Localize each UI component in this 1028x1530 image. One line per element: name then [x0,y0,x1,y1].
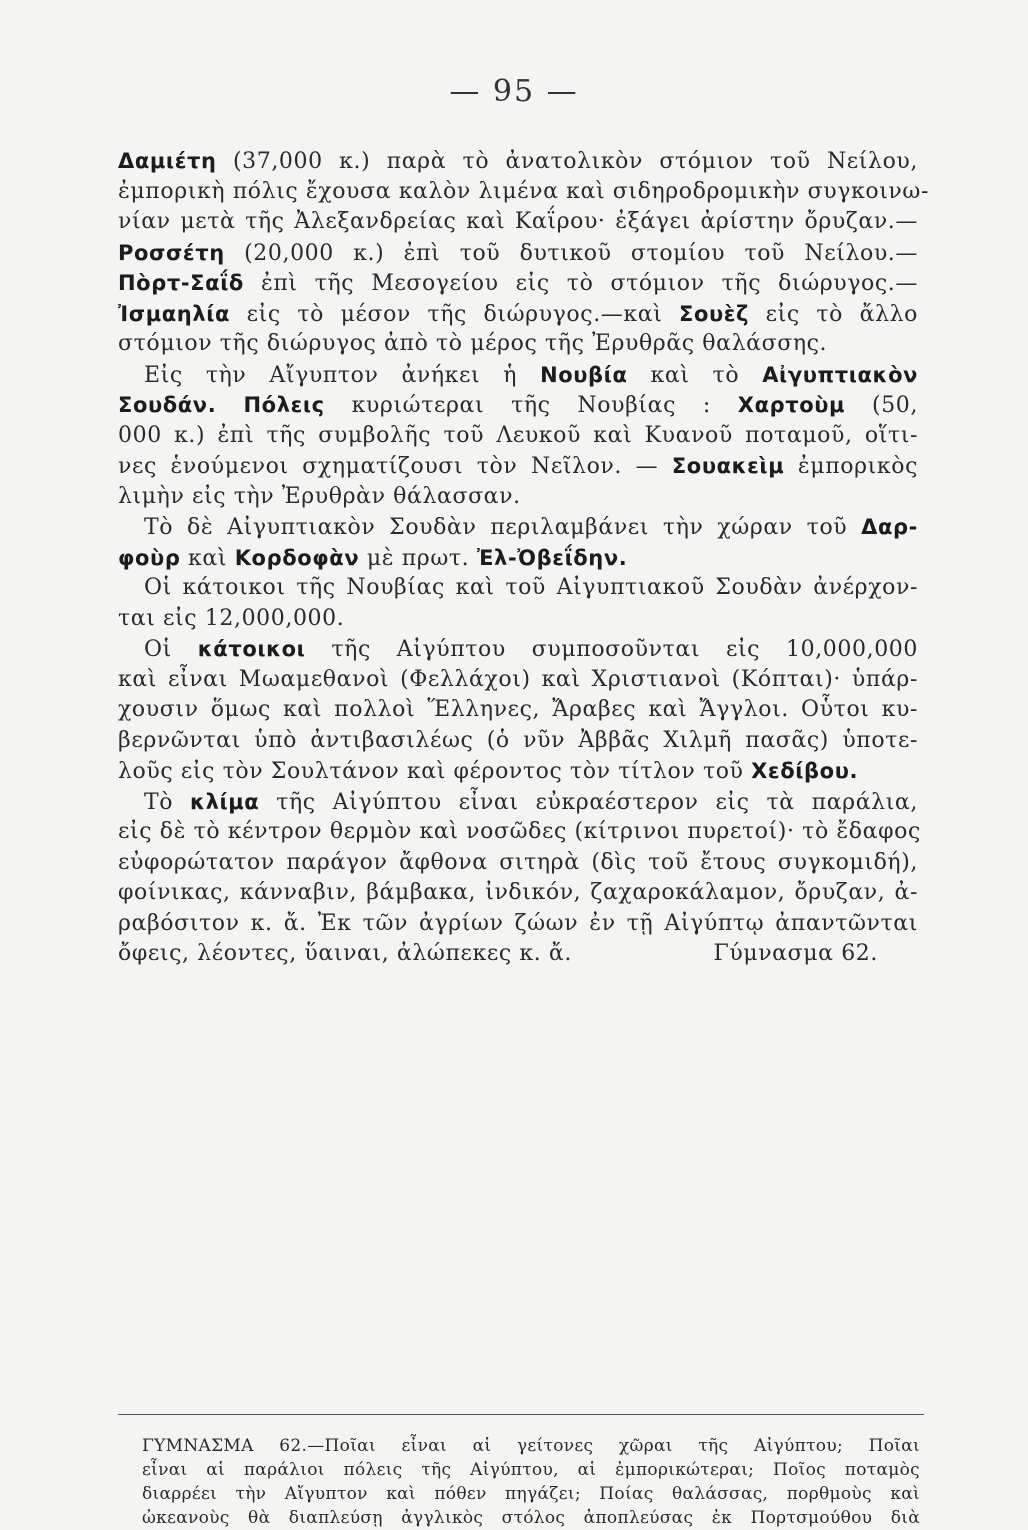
text-line: φοίνικας, κάνναβιν, βάμβακα, ἰνδικόν, ζαχαροκάλαμον, ὄρυζαν, ἀ- [118,880,918,905]
footnote-line: ὠκεανοὺς θὰ διαπλεύσῃ ἀγγλικὸς στόλος ἀποπλεύσας ἐκ Πορτσμούθου διὰ [142,1508,920,1528]
text-line: Ροσσέτη (20,000 κ.) ἐπὶ τοῦ δυτικοῦ στομίου τοῦ Νείλου.— [118,240,918,266]
place-name: Χαρτοὺμ [737,393,846,417]
text-line: 000 κ.) ἐπὶ τῆς συμβολῆς τοῦ Λευκοῦ καὶ Κυανοῦ ποταμοῦ, οἵτι- [118,422,918,448]
text-line: ἐμπορικὴ πόλις ἔχουσα καλὸν λιμένα καὶ σιδηροδρομικὴν συγκοινω- [118,178,929,204]
text-line: εἰς δὲ τὸ κέντρον θερμὸν καὶ νοσῶδες (κίτρινοι πυρετοί)· τὸ ἔδαφος [118,819,921,844]
text-line: στόμιον τῆς διώρυγος ἀπὸ τὸ μέρος τῆς Ἐρυθρᾶς θαλάσσης. [118,331,828,356]
place-name: Νουβία [540,362,628,387]
place-name: Σουακεὶμ [671,454,785,478]
place-name: Πὸρτ-Σαΐδ [118,271,244,295]
place-name: Σουὲζ [679,301,750,326]
footnote-divider [118,1414,924,1415]
text-line: Σουδάν. Πόλεις κυριώτεραι τῆς Νουβίας : Χαρτοὺμ (50, [118,393,918,418]
place-name: Κορδοφὰν [234,545,360,570]
place-name: Ἰσμαηλία [118,301,231,326]
text-line: Δαμιέτη (37,000 κ.) παρὰ τὸ ἀνατολικὸν στόμιον τοῦ Νείλου, [118,149,918,174]
text-line: ραβόσιτον κ. ἄ. Ἐκ τῶν ἀγρίων ζώων ἐν τῇ Αἰγύπτῳ ἀπαντῶνται [118,910,918,936]
footnote-line: εἶναι αἱ παράλιοι πόλεις τῆς Αἰγύπτου, αἱ ἐμπορικώτεραι; Ποῖος ποταμὸς [142,1460,920,1480]
keyword: κάτοικοι [197,637,306,661]
text-line: ὄφεις, λέοντες, ὕαιναι, ἀλώπεκες κ. ἄ. Γύμνασμα 62. [118,939,918,970]
keyword: Χεδίβου. [751,759,859,783]
text-line: Οἱ κάτοικοι τῆς Νουβίας καὶ τοῦ Αἰγυπτιακοῦ Σουδὰν ἀνέρχον- [144,575,918,600]
text-line: χουσιν ὅμως καὶ πολλοὶ Ἕλληνες, Ἄραβες καὶ Ἄγγλοι. Οὗτοι κυ- [118,697,918,722]
place-name: Ροσσέτη [118,240,225,265]
text-line: λιμὴν εἰς τὴν Ἐρυθρὰν θάλασσαν. [118,483,521,509]
text-line: ται εἰς 12,000,000. [118,605,345,631]
text-line: νίαν μετὰ τῆς Ἀλεξανδρείας καὶ Καΐρου· ἐξάγει ἀρίστην ὄρυζαν.— [118,209,918,234]
place-name: Ἐλ-Ὀβεΐδην. [476,545,628,570]
place-name: Σουδάν. Πόλεις [118,393,325,417]
text-line: νες ἑνούμενοι σχηματίζουσι τὸν Νεῖλον. — Σουακεὶμ ἐμπορικὸς [118,454,918,479]
text-line: Τὸ κλίμα τῆς Αἰγύπτου εἶναι εὐκραέστερον εἰς τὰ παράλια, [144,789,918,815]
place-name: Δαμιέτη [118,149,217,173]
exercise-reference: Γύμνασμα 62. [713,941,878,966]
footnote-exercise [142,1434,920,1530]
text-line: βερνῶνται ὑπὸ ἀντιβασιλέως (ὁ νῦν Ἀββᾶς Χιλμῆ πασᾶς) ὑποτε- [118,727,918,753]
text-line: Ἰσμαηλία εἰς τὸ μέσον τῆς διώρυγος.—καὶ Σουὲζ εἰς τὸ ἄλλο [118,301,918,327]
text-line: εὐφορώτατον παράγον ἄφθονα σιτηρὰ (δὶς τοῦ ἔτους συγκομιδή), [118,849,918,875]
text-line: Τὸ δὲ Αἰγυπτιακὸν Σουδὰν περιλαμβάνει τὴν χώραν τοῦ Δαρ- [144,515,918,540]
place-name: φοὺρ [118,545,181,570]
place-name: Αἰγυπτιακὸν [762,362,918,387]
text-line: Εἰς τὴν Αἴγυπτον ἀνήκει ἡ Νουβία καὶ τὸ Αἰγυπτιακὸν [144,362,918,388]
page-number: — 95 — [449,74,579,109]
text-line: Οἱ κάτοικοι τῆς Αἰγύπτου συμποσοῦνται εἰς 10,000,000 [144,637,918,662]
text-line: καὶ εἶναι Μωαμεθανοὶ (Φελλάχοι) καὶ Χριστιανοὶ (Κόπται)· ὑπάρ- [118,666,918,692]
page-body [118,146,929,970]
place-name: Δαρ- [861,515,918,539]
footnote-line: ΓΥΜΝΑΣΜΑ 62.—Ποῖαι εἶναι αἱ γείτονες χῶραι τῆς Αἰγύπτου; Ποῖαι [142,1436,920,1456]
text-line: φοὺρ καὶ Κορδοφὰν μὲ πρωτ. Ἐλ-Ὀβεΐδην. [118,545,628,571]
keyword: κλίμα [190,789,260,814]
text-line: λοῦς εἰς τὸν Σουλτάνον καὶ φέροντος τὸν τίτλον τοῦ Χεδίβου. [118,759,859,784]
footnote-line: διαρρέει τὴν Αἴγυπτον καὶ πόθεν πηγάζει; Ποίας θαλάσσας, πορθμοὺς καὶ [142,1484,920,1504]
text-line: Πὸρτ-Σαΐδ ἐπὶ τῆς Μεσογείου εἰς τὸ στόμιον τῆς διώρυγος.— [118,271,918,296]
